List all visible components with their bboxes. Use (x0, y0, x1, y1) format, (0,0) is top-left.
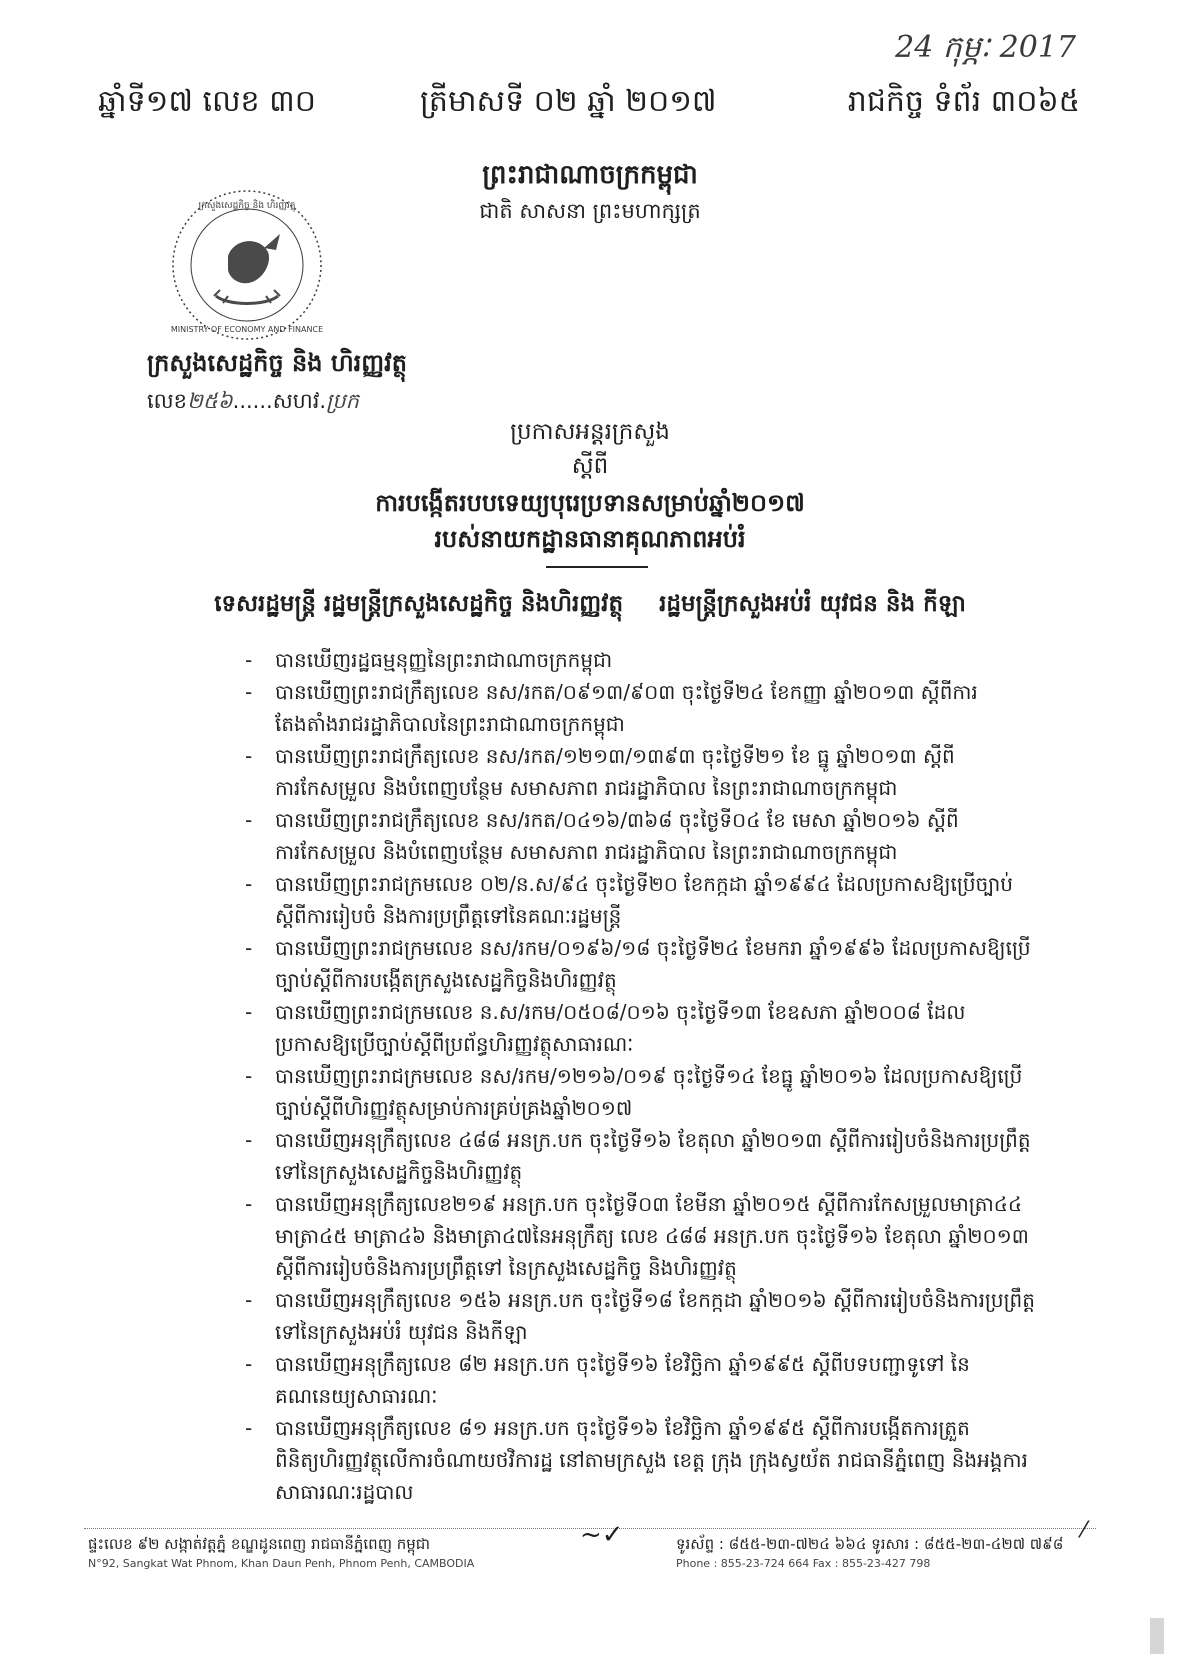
list-item: - បានឃើញព្រះរាជក្រមលេខ នស/រកម/១២១៦/០១៩ ចុះថ្ងៃទី១៤ ខែធ្នូ ឆ្នាំ២០១៦ ដែលប្រកាសឱ្យប្រើច្បាប់ស្តីពីហិរញ្ញវត្ថុសម្រាប់ការគ្រប់គ្រងឆ្នាំ២០១៧ (245, 1064, 1023, 1120)
gazette-quarter: ត្រីមាសទី ០២ ឆ្នាំ ២០១៧ (420, 84, 717, 119)
document-type: ប្រកាសអន្តរក្រសួង (510, 419, 670, 445)
list-item: - បានឃើញព្រះរាជក្រឹត្យលេខ នស/រកត/១២១៣/១៣៩៣ ចុះថ្ងៃទី២១ ខែ ធ្នូ ឆ្នាំ២០១៣ ស្តីពីការកែសម្រួល និងបំពេញបន្ថែម សមាសភាព រាជរដ្ឋាភិបាល នៃព្រះរាជាណាចក្រកម្ពុជា (245, 744, 955, 800)
list-item: - បានឃើញអនុក្រឹត្យលេខ ១៥៦ អនក្រ.បក ចុះថ្ងៃទី១៨ ខែកក្កដា ឆ្នាំ២០១៦ ស្តីពីការរៀបចំនិងការប្រព្រឹត្តទៅនៃក្រសួងអប់រំ យុវជន និងកីឡា (245, 1288, 1035, 1344)
ministry-seal (168, 186, 326, 344)
kingdom-title: ព្រះរាជាណាចក្រកម្ពុជា (482, 160, 698, 190)
list-item: - បានឃើញរដ្ឋធម្មនុញ្ញនៃព្រះរាជាណាចក្រកម្ពុជា (245, 648, 613, 672)
signer-finance-minister: ទេសរដ្ឋមន្ត្រី រដ្ឋមន្ត្រីក្រសួងសេដ្ឋកិច្ច និងហិរញ្ញវត្ថុ (214, 591, 624, 617)
ref-dots: ...... (232, 389, 273, 413)
scan-edge-smudge (1150, 1618, 1164, 1654)
ref-suffix: សហវ. (272, 389, 327, 413)
legal-references-list (245, 644, 1035, 1508)
gazette-issue: ឆ្នាំទី១៧ លេខ ៣០ (98, 84, 316, 119)
footer-address-english: N°92, Sangkat Wat Phnom, Khan Daun Penh, Phnom Penh, CAMBODIA (88, 1557, 475, 1570)
footer-phone-english: Phone : 855-23-724 664 Fax : 855-23-427 798 (676, 1557, 931, 1570)
list-item: - បានឃើញអនុក្រឹត្យលេខ២១៩ អនក្រ.បក ចុះថ្ងៃទី០៣ ខែមីនា ឆ្នាំ២០១៥ ស្តីពីការកែសម្រួលមាត្រា៤៤ មាត្រា៤៥ មាត្រា៤៦ និងមាត្រា៤៧នៃអនុក្រឹត្យ លេខ ៤៨៨ អនក្រ.បក ចុះថ្ងៃទី១៦ ខែតុលា ឆ្នាំ២០១៣ ស្តីពីការរៀបចំនិងការប្រព្រឹត្តទៅ នៃក្រសួងសេដ្ឋកិច្ច និងហិរញ្ញវត្ថុ (245, 1192, 1029, 1280)
list-item: - បានឃើញអនុក្រឹត្យលេខ ៤៨៨ អនក្រ.បក ចុះថ្ងៃទី១៦ ខែតុលា ឆ្នាំ២០១៣ ស្តីពីការរៀបចំនិងការប្រព្រឹត្តទៅនៃក្រសួងសេដ្ឋកិច្ចនិងហិរញ្ញវត្ថុ (245, 1128, 1031, 1184)
national-motto: ជាតិ សាសនា ព្រះមហាក្សត្រ (479, 199, 701, 223)
document-title-line-1: ការបង្កើតរបបទេយ្យបុរេប្រទានសម្រាប់ឆ្នាំ២០១៧ (375, 489, 805, 517)
list-item: - បានឃើញអនុក្រឹត្យលេខ ៨២ អនក្រ.បក ចុះថ្ងៃទី១៦ ខែវិច្ឆិកា ឆ្នាំ១៩៩៥ ស្តីពីបទបញ្ជាទូទៅ នៃគណនេយ្យសាធារណៈ (245, 1352, 970, 1408)
list-item: - បានឃើញព្រះរាជក្រឹត្យលេខ នស/រកត/០៩១៣/៩០៣ ចុះថ្ងៃទី២៤ ខែកញ្ញា ឆ្នាំ២០១៣ ស្តីពីការតែងតាំងរាជរដ្ឋាភិបាលនៃព្រះរាជាណាចក្រកម្ពុជា (245, 680, 978, 736)
seal-bird-icon (228, 241, 269, 283)
seal-khmer-lettering: ក្រសួងសេដ្ឋកិច្ច និង ហិរញ្ញវត្ថុ (198, 201, 296, 211)
document-about: ស្តីពី (571, 453, 609, 479)
footer-contact (676, 1534, 1063, 1574)
corner-tick-icon: ⁄ (1082, 1518, 1086, 1543)
ref-number: ២៥៦ (187, 389, 233, 413)
seal-bird-head-icon (264, 234, 280, 250)
footer-address-khmer: ផ្ទះលេខ ៩២ សង្កាត់វត្តភ្នំ ខណ្ឌដូនពេញ រាជធានីភ្នំពេញ កម្ពុជា (88, 1535, 431, 1553)
ref-label: លេខ (147, 389, 187, 413)
signer-education-minister: រដ្ឋមន្ត្រីក្រសួងអប់រំ យុវជន និង កីឡា (659, 591, 966, 617)
document-title-line-2: របស់នាយកដ្ឋានធានាគុណភាពអប់រំ (434, 525, 746, 553)
reference-number-line (147, 388, 359, 419)
signers-line (0, 590, 1180, 623)
initials-mark-icon: ~✓ (580, 1520, 624, 1550)
list-item: - បានឃើញព្រះរាជក្រមលេខ ០២/ន.ស/៩៤ ចុះថ្ងៃទី២០ ខែកក្កដា ឆ្នាំ១៩៩៤ ដែលប្រកាសឱ្យប្រើច្បាប់ស្តីពីការរៀបចំ និងការប្រព្រឹត្តទៅនៃគណៈរដ្ឋមន្ត្រី (245, 872, 1013, 928)
footer-address (88, 1534, 474, 1574)
list-item: - បានឃើញព្រះរាជក្រមលេខ ន.ស/រកម/០៥០៨/០១៦ ចុះថ្ងៃទី១៣ ខែឧសភា ឆ្នាំ២០០៨ ដែលប្រកាសឱ្យប្រើច្បាប់ស្តីពីប្រព័ន្ធហិរញ្ញវត្ថុសាធារណៈ (245, 1000, 966, 1056)
ref-tail: ប្រក (326, 389, 359, 413)
list-item: - បានឃើញព្រះរាជក្រឹត្យលេខ នស/រកត/០៤១៦/៣៦៨ ចុះថ្ងៃទី០៤ ខែ មេសា ឆ្នាំ២០១៦ ស្តីពីការកែសម្រួល និងបំពេញបន្ថែម សមាសភាព រាជរដ្ឋាភិបាល នៃព្រះរាជាណាចក្រកម្ពុជា (245, 808, 959, 864)
issuing-ministry: ក្រសួងសេដ្ឋកិច្ច និង ហិរញ្ញវត្ថុ (147, 349, 407, 377)
gazette-page-number: រាជកិច្ច ទំព័រ ៣០៦៥ (847, 84, 1080, 119)
seal-leaves-icon (214, 290, 280, 303)
handwritten-date-note: 24 កុម្ភៈ 2017 (895, 30, 1076, 65)
footer-phone-khmer: ទូរស័ព្ទ : ៨៥៥-២៣-៧២៤ ៦៦៤ ទូរសារ : ៨៥៥-២៣-៤២៧ ៧៩៨ (676, 1535, 1064, 1553)
seal-english-lettering: MINISTRY OF ECONOMY AND FINANCE (170, 325, 324, 334)
list-item: - បានឃើញអនុក្រឹត្យលេខ ៨១ អនក្រ.បក ចុះថ្ងៃទី១៦ ខែវិច្ឆិកា ឆ្នាំ១៩៩៥ ស្តីពីការបង្កើតការត្រួតពិនិត្យហិរញ្ញវត្ថុលើការចំណាយថវិការដ្ឋ នៅតាមក្រសួង ខេត្ត ក្រុង ក្រុងស្វយ័ត រាជធានីភ្នំពេញ និងអង្គការសាធារណៈរដ្ឋបាល (245, 1416, 1028, 1504)
title-separator (546, 566, 648, 568)
list-item: - បានឃើញព្រះរាជក្រមលេខ នស/រកម/០១៩៦/១៨ ចុះថ្ងៃទី២៤ ខែមករា ឆ្នាំ១៩៩៦ ដែលប្រកាសឱ្យប្រើច្បាប់ស្តីពីការបង្កើតក្រសួងសេដ្ឋកិច្ចនិងហិរញ្ញវត្ថុ (245, 936, 1031, 992)
